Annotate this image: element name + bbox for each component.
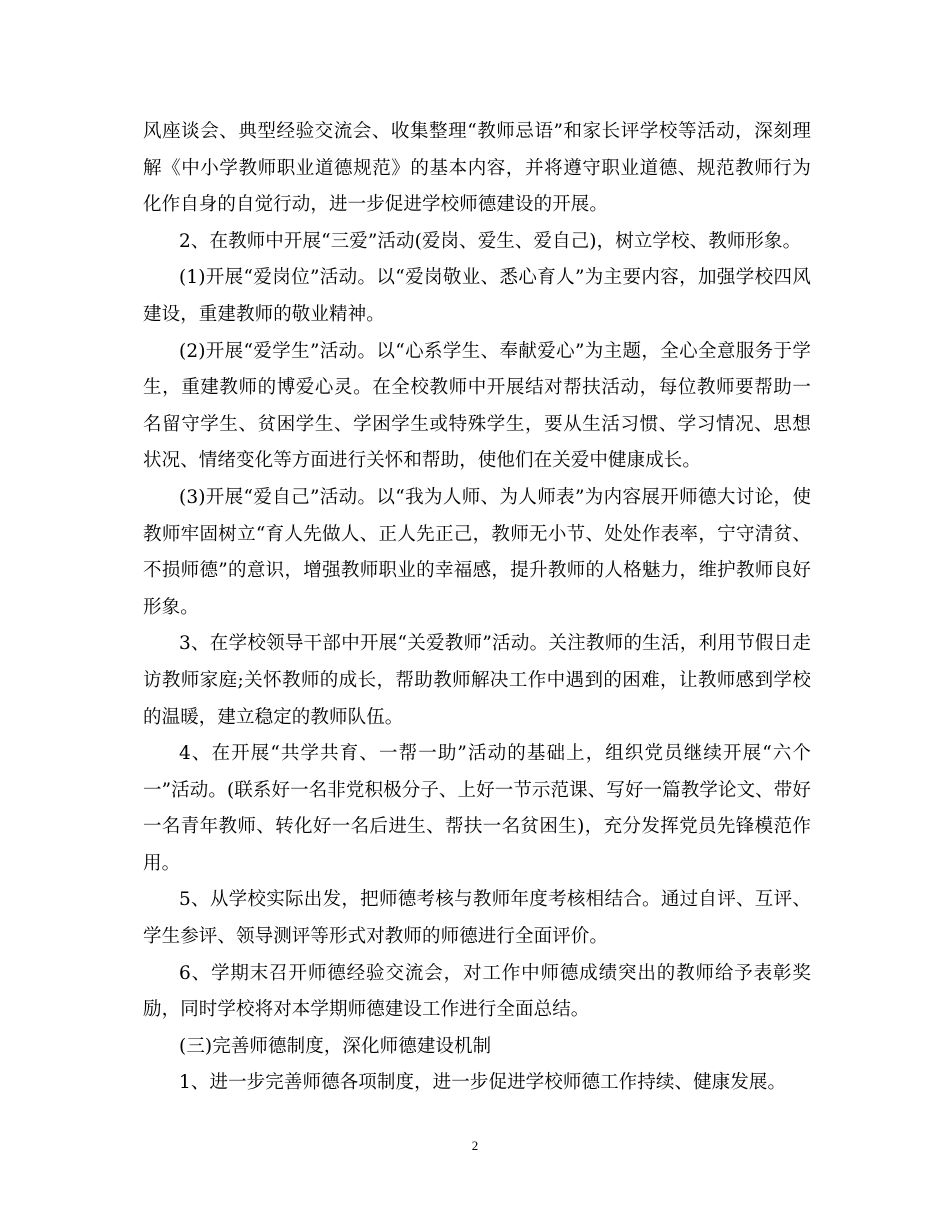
page-number: 2 [471,1138,479,1153]
paragraph-item-2: 2、在教师中开展“三爱”活动(爱岗、爱生、爱自己)，树立学校、教师形象。 [179,230,802,252]
paragraph-item-4: 4、在开展“共学共育、一帮一助”活动的基础上，组织党员继续开展“六个一”活动。(联系好一名非党积极分子、上好一节示范课、写好一篇教学论文、带好一名青年教师、转化好一名后进生、帮扶一名贫困生)，充分发挥党员先锋模范作用。 [143,743,811,874]
paragraph-section-3-item-1: 1、进一步完善师德各项制度，进一步促进学校师德工作持续、健康发展。 [179,1072,787,1094]
paragraph-continuation: 风座谈会、典型经验交流会、收集整理“教师忌语”和家长评学校等活动，深刻理解《中小学教师职业道德规范》的基本内容，并将遵守职业道德、规范教师行为化作自身的自觉行动，进一步促进学校师德建设的开展。 [143,121,811,216]
paragraph-subitem-1: (1)开展“爱岗位”活动。以“爱岗敬业、悉心育人”为主要内容，加强学校四风建设，重建教师的敬业精神。 [143,267,811,325]
document-body [143,114,811,1102]
paragraph-subitem-2: (2)开展“爱学生”活动。以“心系学生、奉献爱心”为主题，全心全意服务于学生，重建教师的博爱心灵。在全校教师中开展结对帮扶活动，每位教师要帮助一名留守学生、贫困学生、学困学生或特殊学生，要从生活习惯、学习情况、思想状况、情绪变化等方面进行关怀和帮助，使他们在关爱中健康成长。 [143,340,811,472]
section-heading-3: (三)完善师德制度，深化师德建设机制 [179,1035,492,1057]
paragraph-item-6: 6、学期末召开师德经验交流会，对工作中师德成绩突出的教师给予表彰奖励，同时学校将对本学期师德建设工作进行全面总结。 [143,962,811,1021]
paragraph-item-5: 5、从学校实际出发，把师德考核与教师年度考核相结合。通过自评、互评、学生参评、领导测评等形式对教师的师德进行全面评价。 [143,889,811,948]
paragraph-item-3: 3、在学校领导干部中开展“关爱教师”活动。关注教师的生活，利用节假日走访教师家庭;关怀教师的成长，帮助教师解决工作中遇到的困难，让教师感到学校的温暖，建立稳定的教师队伍。 [143,633,811,728]
paragraph-subitem-3: (3)开展“爱自己”活动。以“我为人师、为人师表”为内容展开师德大讨论，使教师牢固树立“育人先做人、正人先正己，教师无小节、处处作表率，宁守清贫、不损师德”的意识，增强教师职业的幸福感，提升教师的人格魅力，维护教师良好形象。 [143,486,811,618]
